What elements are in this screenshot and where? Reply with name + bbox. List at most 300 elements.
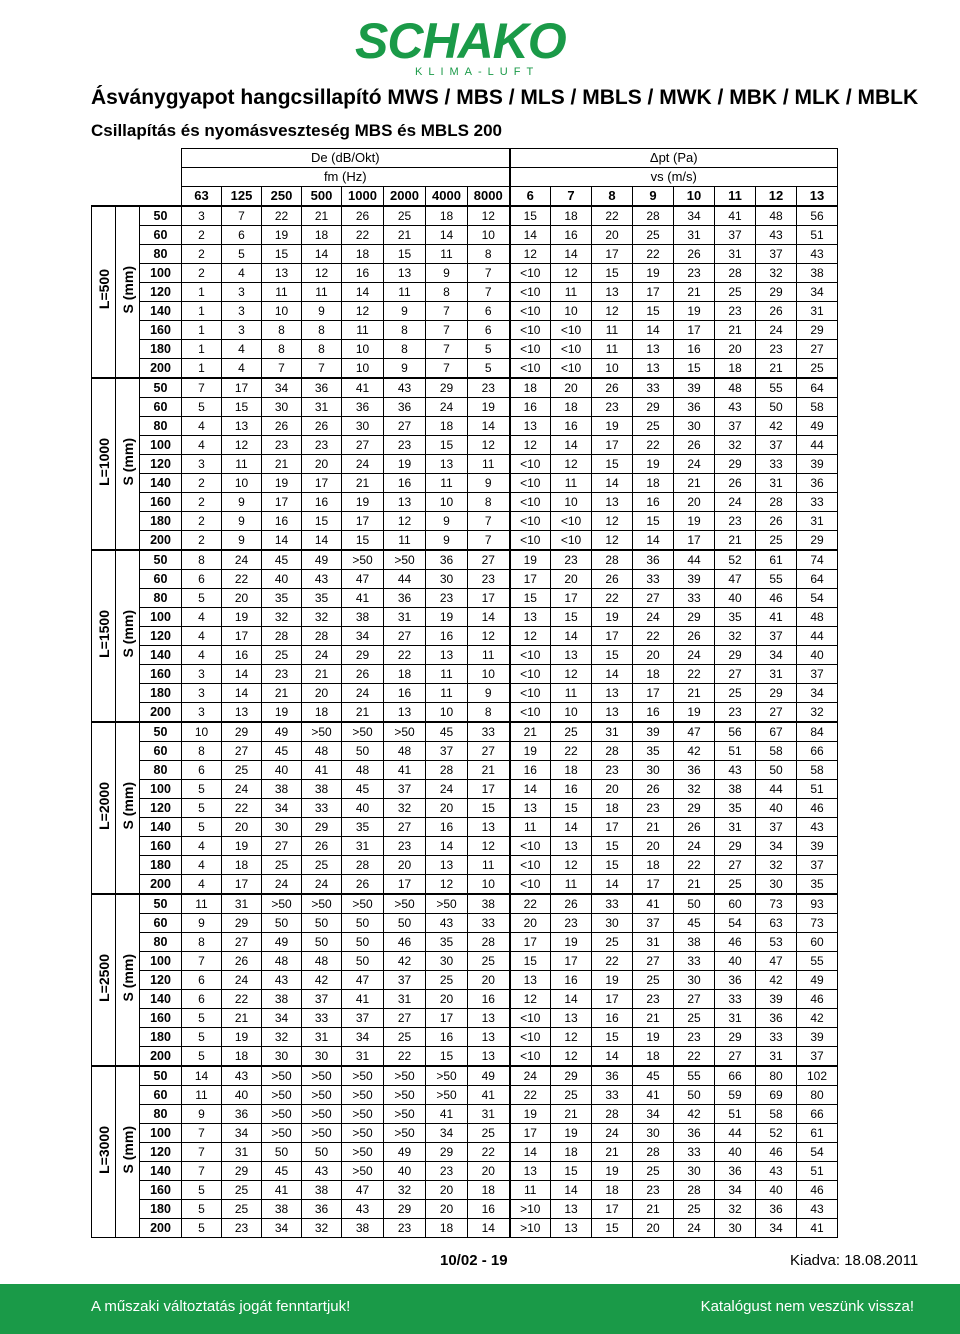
data-cell: 30 [262, 398, 302, 417]
data-cell: >50 [342, 722, 384, 742]
data-cell: 39 [797, 455, 838, 474]
data-cell: 18 [426, 417, 468, 436]
table-row [92, 398, 838, 417]
data-cell: 23 [302, 436, 342, 455]
data-cell: 13 [551, 646, 592, 665]
data-cell: 3 [222, 283, 262, 302]
data-cell: 34 [222, 1124, 262, 1143]
data-cell: 9 [182, 914, 222, 933]
data-cell: 26 [715, 474, 756, 493]
s-label-cell [116, 1066, 140, 1238]
table-row [92, 359, 838, 379]
data-cell: 46 [756, 589, 797, 608]
data-cell: 24 [426, 398, 468, 417]
data-cell: 7 [468, 283, 510, 302]
data-cell: 15 [592, 455, 633, 474]
data-cell: 18 [633, 856, 674, 875]
data-cell: 51 [715, 1105, 756, 1124]
data-cell: 7 [302, 359, 342, 379]
data-cell: 13 [510, 417, 551, 436]
data-cell: 1 [182, 283, 222, 302]
s-label-cell [116, 206, 140, 378]
data-cell: 22 [633, 436, 674, 455]
data-cell: 12 [342, 302, 384, 321]
data-cell: 26 [674, 818, 715, 837]
table-row [92, 589, 838, 608]
data-cell: 15 [302, 512, 342, 531]
data-cell: 52 [715, 550, 756, 570]
data-cell: 23 [715, 302, 756, 321]
data-cell: 34 [342, 1028, 384, 1047]
table-row [92, 340, 838, 359]
data-cell: 25 [262, 856, 302, 875]
data-cell: 44 [384, 570, 426, 589]
data-cell: 35 [715, 608, 756, 627]
data-cell: 19 [551, 933, 592, 952]
table-row [92, 474, 838, 493]
data-cell: 50 [674, 1086, 715, 1105]
data-cell: 14 [551, 990, 592, 1009]
data-cell: 37 [715, 226, 756, 245]
data-cell: 47 [342, 1181, 384, 1200]
data-cell: 40 [715, 589, 756, 608]
data-cell: 10 [182, 722, 222, 742]
data-cell: 2 [182, 512, 222, 531]
data-cell: 18 [551, 398, 592, 417]
data-cell: 16 [633, 493, 674, 512]
data-cell: 27 [384, 417, 426, 436]
data-cell: 50 [342, 742, 384, 761]
data-cell: 36 [384, 398, 426, 417]
data-cell: 43 [797, 818, 838, 837]
data-cell: 44 [715, 1124, 756, 1143]
data-cell: 30 [756, 875, 797, 895]
data-cell: 43 [262, 971, 302, 990]
data-cell: 20 [551, 378, 592, 398]
data-cell: 20 [302, 684, 342, 703]
data-cell: <10 [551, 359, 592, 379]
data-cell: 25 [222, 1200, 262, 1219]
data-cell: 8 [302, 321, 342, 340]
data-cell: 36 [715, 971, 756, 990]
velocity-header: 7 [551, 187, 592, 207]
data-cell: 33 [756, 455, 797, 474]
data-cell: 16 [262, 512, 302, 531]
header-pressure-loss: Δpt (Pa) [510, 149, 838, 168]
data-cell: 23 [384, 837, 426, 856]
data-cell: 22 [592, 589, 633, 608]
data-cell: 6 [182, 570, 222, 589]
data-cell: 23 [715, 703, 756, 723]
data-cell: 18 [342, 245, 384, 264]
data-cell: 25 [633, 417, 674, 436]
data-cell: 10 [468, 665, 510, 684]
data-cell: 24 [262, 875, 302, 895]
data-cell: 21 [674, 875, 715, 895]
length-label: L=2000 [95, 781, 112, 830]
data-cell: 26 [342, 875, 384, 895]
data-cell: 36 [674, 1124, 715, 1143]
data-cell: 5 [182, 1181, 222, 1200]
data-cell: 13 [633, 340, 674, 359]
page-number: 10/02 - 19 [440, 1252, 508, 1269]
s-label-cell [116, 550, 140, 722]
data-cell: 45 [426, 722, 468, 742]
data-cell: 7 [468, 531, 510, 551]
data-cell: 17 [592, 818, 633, 837]
data-cell: <10 [510, 1047, 551, 1067]
data-cell: 44 [756, 780, 797, 799]
data-cell: 55 [756, 570, 797, 589]
data-cell: 9 [468, 474, 510, 493]
s-value: 100 [140, 264, 182, 283]
data-cell: >50 [262, 1066, 302, 1086]
data-cell: >50 [342, 1143, 384, 1162]
data-cell: 25 [551, 1086, 592, 1105]
data-cell: 22 [510, 1086, 551, 1105]
data-cell: 23 [384, 436, 426, 455]
data-cell: 50 [302, 1143, 342, 1162]
data-cell: 24 [633, 608, 674, 627]
length-label-cell [92, 1066, 116, 1238]
length-label: L=1500 [95, 609, 112, 658]
data-cell: 10 [551, 302, 592, 321]
data-cell: 19 [674, 703, 715, 723]
data-cell: 21 [510, 722, 551, 742]
data-cell: >50 [342, 1124, 384, 1143]
length-label-cell [92, 722, 116, 894]
data-cell: 3 [182, 665, 222, 684]
data-cell: 41 [342, 378, 384, 398]
data-cell: 20 [551, 570, 592, 589]
data-cell: 13 [510, 799, 551, 818]
data-cell: >50 [262, 1105, 302, 1124]
data-cell: 33 [302, 1009, 342, 1028]
data-cell: 26 [551, 894, 592, 914]
data-cell: 19 [510, 1105, 551, 1124]
data-cell: 14 [426, 226, 468, 245]
data-cell: 2 [182, 226, 222, 245]
data-cell: 48 [342, 761, 384, 780]
data-cell: 17 [384, 875, 426, 895]
data-cell: 28 [756, 493, 797, 512]
data-cell: 37 [384, 971, 426, 990]
data-cell: 46 [797, 799, 838, 818]
data-cell: >50 [342, 1066, 384, 1086]
schako-logo [355, 13, 605, 78]
data-cell: 35 [342, 818, 384, 837]
data-cell: 29 [222, 1162, 262, 1181]
data-cell: 23 [426, 1162, 468, 1181]
table-row [92, 684, 838, 703]
data-cell: 50 [302, 933, 342, 952]
s-value: 80 [140, 589, 182, 608]
data-cell: 11 [426, 245, 468, 264]
data-cell: 11 [551, 684, 592, 703]
data-cell: 15 [384, 245, 426, 264]
s-label-cell [116, 722, 140, 894]
data-cell: 29 [551, 1066, 592, 1086]
data-cell: 41 [342, 589, 384, 608]
data-cell: 31 [222, 1143, 262, 1162]
data-cell: 41 [342, 990, 384, 1009]
data-cell: <10 [510, 1009, 551, 1028]
data-cell: 40 [756, 1181, 797, 1200]
data-cell: 25 [797, 359, 838, 379]
data-cell: 8 [262, 321, 302, 340]
data-cell: >50 [384, 722, 426, 742]
data-cell: 8 [468, 703, 510, 723]
table-row [92, 321, 838, 340]
data-cell: 36 [674, 761, 715, 780]
data-cell: 18 [633, 665, 674, 684]
data-cell: 11 [510, 818, 551, 837]
data-cell: 11 [426, 474, 468, 493]
data-cell: 26 [674, 627, 715, 646]
data-cell: 12 [468, 206, 510, 226]
table-row [92, 206, 838, 226]
data-cell: 47 [342, 570, 384, 589]
data-cell: 61 [756, 550, 797, 570]
data-cell: 13 [592, 283, 633, 302]
s-value: 50 [140, 722, 182, 742]
data-cell: 17 [633, 875, 674, 895]
data-cell: 39 [797, 1028, 838, 1047]
frequency-header: 1000 [342, 187, 384, 207]
data-cell: 16 [302, 493, 342, 512]
data-cell: 33 [592, 894, 633, 914]
data-cell: 49 [797, 417, 838, 436]
data-cell: 30 [674, 417, 715, 436]
data-cell: 14 [302, 245, 342, 264]
data-cell: 30 [426, 570, 468, 589]
data-cell: 73 [756, 894, 797, 914]
data-cell: >50 [262, 1086, 302, 1105]
table-row [92, 1086, 838, 1105]
table-row [92, 646, 838, 665]
data-cell: 48 [262, 952, 302, 971]
data-cell: 16 [510, 398, 551, 417]
data-cell: 29 [222, 914, 262, 933]
data-cell: <10 [510, 837, 551, 856]
data-cell: 25 [302, 856, 342, 875]
data-cell: 17 [633, 684, 674, 703]
table-row [92, 1009, 838, 1028]
data-cell: 7 [182, 952, 222, 971]
data-cell: 17 [592, 1200, 633, 1219]
data-cell: 20 [384, 856, 426, 875]
data-cell: >50 [426, 1066, 468, 1086]
data-cell: 22 [674, 856, 715, 875]
data-cell: 33 [674, 589, 715, 608]
length-label: L=2500 [95, 953, 112, 1002]
data-cell: 31 [674, 226, 715, 245]
data-cell: 52 [756, 1124, 797, 1143]
frequency-header: 2000 [384, 187, 426, 207]
data-cell: 13 [468, 1009, 510, 1028]
length-label-cell [92, 894, 116, 1066]
data-cell: 47 [674, 722, 715, 742]
data-cell: 51 [797, 1162, 838, 1181]
data-cell: 3 [222, 302, 262, 321]
data-cell: 12 [551, 856, 592, 875]
data-cell: 20 [222, 818, 262, 837]
data-cell: >50 [302, 894, 342, 914]
data-cell: 38 [797, 264, 838, 283]
table-row [92, 894, 838, 914]
data-cell: 21 [468, 761, 510, 780]
s-value: 50 [140, 550, 182, 570]
data-cell: 13 [510, 1162, 551, 1181]
data-cell: 13 [384, 703, 426, 723]
data-cell: 14 [262, 531, 302, 551]
data-cell: 36 [384, 589, 426, 608]
data-cell: 34 [756, 837, 797, 856]
data-cell: 43 [302, 570, 342, 589]
data-cell: 10 [468, 875, 510, 895]
data-cell: >50 [302, 1066, 342, 1086]
data-cell: 42 [756, 971, 797, 990]
data-cell: 15 [592, 837, 633, 856]
data-cell: 17 [262, 493, 302, 512]
data-cell: <10 [551, 321, 592, 340]
data-cell: 16 [468, 1200, 510, 1219]
data-cell: 40 [715, 1143, 756, 1162]
data-cell: 21 [592, 1143, 633, 1162]
data-cell: 14 [592, 665, 633, 684]
data-cell: 31 [302, 398, 342, 417]
data-cell: 11 [592, 321, 633, 340]
data-cell: 17 [222, 627, 262, 646]
data-cell: 13 [384, 264, 426, 283]
data-cell: 13 [592, 703, 633, 723]
data-cell: 29 [426, 378, 468, 398]
data-cell: 44 [797, 436, 838, 455]
data-cell: 54 [797, 589, 838, 608]
data-cell: 15 [551, 799, 592, 818]
data-cell: <10 [510, 875, 551, 895]
data-cell: 25 [384, 1028, 426, 1047]
s-mm-label: S (mm) [119, 265, 136, 314]
length-label: L=3000 [95, 1125, 112, 1174]
data-cell: 4 [182, 875, 222, 895]
page-title: Ásványgyapot hangcsillapító MWS / MBS / MLS / MBLS / MWK / MBK / MLK / MBLK [91, 86, 919, 109]
data-cell: 73 [797, 914, 838, 933]
data-cell: 48 [756, 206, 797, 226]
footer-left-text: A műszaki változtatás jogát fenntartjuk! [91, 1298, 351, 1315]
s-value: 60 [140, 1086, 182, 1105]
data-cell: 19 [674, 512, 715, 531]
data-cell: 14 [222, 665, 262, 684]
data-cell: 17 [510, 570, 551, 589]
data-cell: 37 [715, 417, 756, 436]
data-cell: 34 [756, 646, 797, 665]
data-cell: 18 [551, 206, 592, 226]
data-cell: 11 [262, 283, 302, 302]
data-cell: 7 [262, 359, 302, 379]
data-cell: 16 [551, 971, 592, 990]
data-cell: 45 [262, 742, 302, 761]
data-cell: 32 [302, 1219, 342, 1238]
data-cell: >50 [342, 1086, 384, 1105]
table-row [92, 1105, 838, 1124]
data-cell: 16 [426, 1028, 468, 1047]
data-cell: 19 [342, 493, 384, 512]
data-cell: 50 [384, 914, 426, 933]
data-cell: 22 [222, 799, 262, 818]
s-value: 80 [140, 417, 182, 436]
data-cell: 25 [674, 1200, 715, 1219]
data-cell: 16 [510, 761, 551, 780]
data-cell: <10 [510, 264, 551, 283]
data-cell: 38 [468, 894, 510, 914]
data-cell: 47 [715, 570, 756, 589]
table-row [92, 245, 838, 264]
data-cell: 6 [182, 761, 222, 780]
data-cell: 55 [674, 1066, 715, 1086]
data-cell: >10 [510, 1200, 551, 1219]
data-cell: 19 [222, 1028, 262, 1047]
data-cell: 25 [674, 1009, 715, 1028]
data-cell: 25 [592, 933, 633, 952]
data-cell: 39 [674, 570, 715, 589]
data-cell: 18 [633, 474, 674, 493]
data-cell: 25 [222, 761, 262, 780]
data-cell: 30 [592, 914, 633, 933]
s-value: 120 [140, 283, 182, 302]
data-cell: 23 [262, 436, 302, 455]
data-cell: 19 [426, 608, 468, 627]
data-cell: 24 [674, 837, 715, 856]
data-cell: 29 [633, 398, 674, 417]
data-cell: 55 [756, 378, 797, 398]
data-cell: 9 [426, 512, 468, 531]
data-cell: 12 [468, 837, 510, 856]
data-cell: 19 [262, 226, 302, 245]
data-cell: 4 [222, 340, 262, 359]
frequency-header: 63 [182, 187, 222, 207]
data-cell: 26 [756, 302, 797, 321]
data-cell: 25 [633, 226, 674, 245]
data-cell: 33 [468, 722, 510, 742]
data-cell: 26 [262, 417, 302, 436]
s-value: 60 [140, 914, 182, 933]
data-cell: 37 [756, 627, 797, 646]
data-cell: 16 [551, 417, 592, 436]
data-cell: 36 [715, 1162, 756, 1181]
data-cell: 66 [715, 1066, 756, 1086]
data-cell: 28 [262, 627, 302, 646]
data-cell: 21 [633, 818, 674, 837]
data-cell: 13 [468, 1047, 510, 1067]
data-cell: 32 [302, 608, 342, 627]
data-cell: 47 [342, 971, 384, 990]
table-row [92, 627, 838, 646]
data-cell: 25 [551, 722, 592, 742]
data-cell: 14 [551, 818, 592, 837]
data-cell: 4 [182, 608, 222, 627]
data-cell: 4 [182, 436, 222, 455]
data-cell: 60 [715, 894, 756, 914]
data-cell: <10 [510, 665, 551, 684]
s-value: 120 [140, 799, 182, 818]
data-cell: 42 [674, 1105, 715, 1124]
data-cell: 8 [426, 283, 468, 302]
data-cell: 14 [468, 417, 510, 436]
data-cell: 36 [222, 1105, 262, 1124]
s-value: 120 [140, 971, 182, 990]
data-cell: 18 [468, 1181, 510, 1200]
